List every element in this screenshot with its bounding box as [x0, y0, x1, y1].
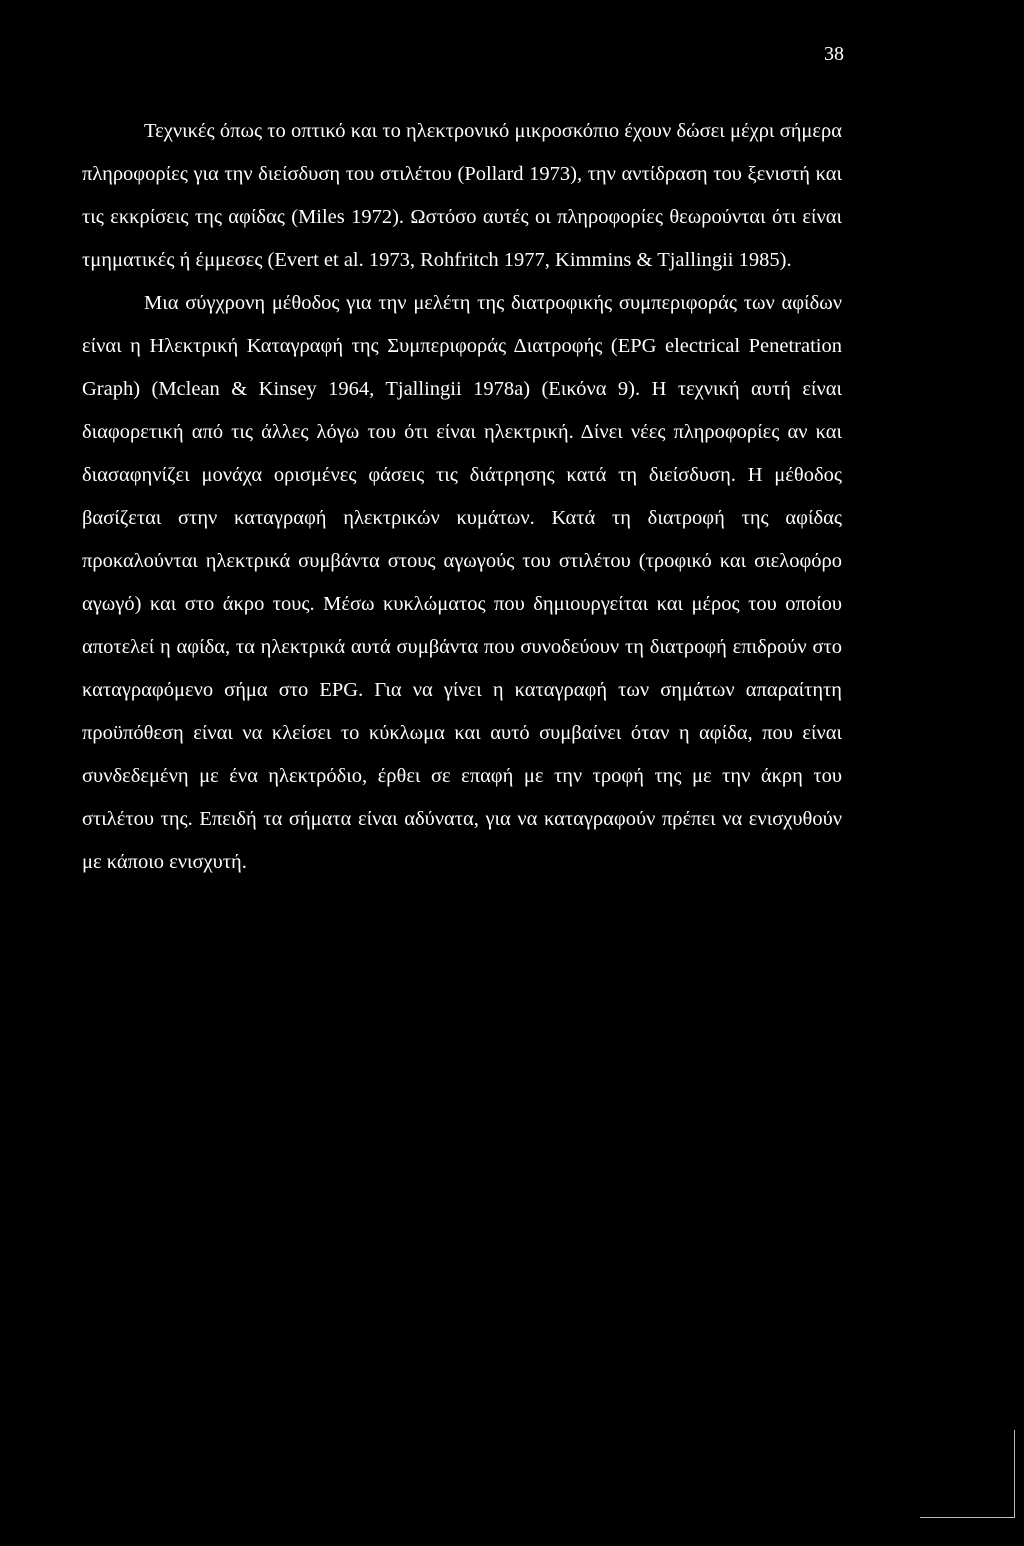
scan-edge-rule: [920, 1517, 1014, 1518]
paragraph-1: Τεχνικές όπως το οπτικό και το ηλεκτρονικό μικροσκόπιο έχουν δώσει μέχρι σήμερα πληροφορίες για την διείσδυση του στιλέτου (Pollard 1973), την αντίδραση του ξενιστή και τις εκκρίσεις της αφίδας (Miles 1972). Ωστόσο αυτές οι πληροφορίες θεωρούνται ότι είναι τμηματικές ή έμμεσες (Evert et al. 1973, Rohfritch 1977, Kimmins & Tjallingii 1985).: [82, 120, 842, 271]
page-number: 38: [824, 43, 844, 65]
body-text: [82, 110, 842, 884]
scan-edge-line: [1014, 1430, 1015, 1518]
paragraph-2: Μια σύγχρονη μέθοδος για την μελέτη της διατροφικής συμπεριφοράς των αφίδων είναι η Ηλεκτρική Καταγραφή της Συμπεριφοράς Διατροφής (EPG electrical Penetration Graph) (Mclean & Kinsey 1964, Tjallingii 1978a) (Εικόνα 9). Η τεχνική αυτή είναι διαφορετική από τις άλλες λόγω του ότι είναι ηλεκτρική. Δίνει νέες πληροφορίες αν και διασαφηνίζει μονάχα ορισμένες φάσεις τις διάτρησης κατά τη διείσδυση. Η μέθοδος βασίζεται στην καταγραφή ηλεκτρικών κυμάτων. Κατά τη διατροφή της αφίδας προκαλούνται ηλεκτρικά συμβάντα στους αγωγούς του στιλέτου (τροφικό και σιελοφόρο αγωγό) και στο άκρο τους. Μέσω κυκλώματος που δημιουργείται και μέρος του οποίου αποτελεί η αφίδα, τα ηλεκτρικά αυτά συμβάντα που συνοδεύουν τη διατροφή επιδρούν στο καταγραφόμενο σήμα στο EPG. Για να γίνει η καταγραφή των σημάτων απαραίτητη προϋπόθεση είναι να κλείσει το κύκλωμα και αυτό συμβαίνει όταν η αφίδα, που είναι συνδεδεμένη με ένα ηλεκτρόδιο, έρθει σε επαφή με την τροφή της με την άκρη του στιλέτου της. Επειδή τα σήματα είναι αδύνατα, για να καταγραφούν πρέπει να ενισχυθούν με κάποιο ενισχυτή.: [82, 292, 842, 873]
